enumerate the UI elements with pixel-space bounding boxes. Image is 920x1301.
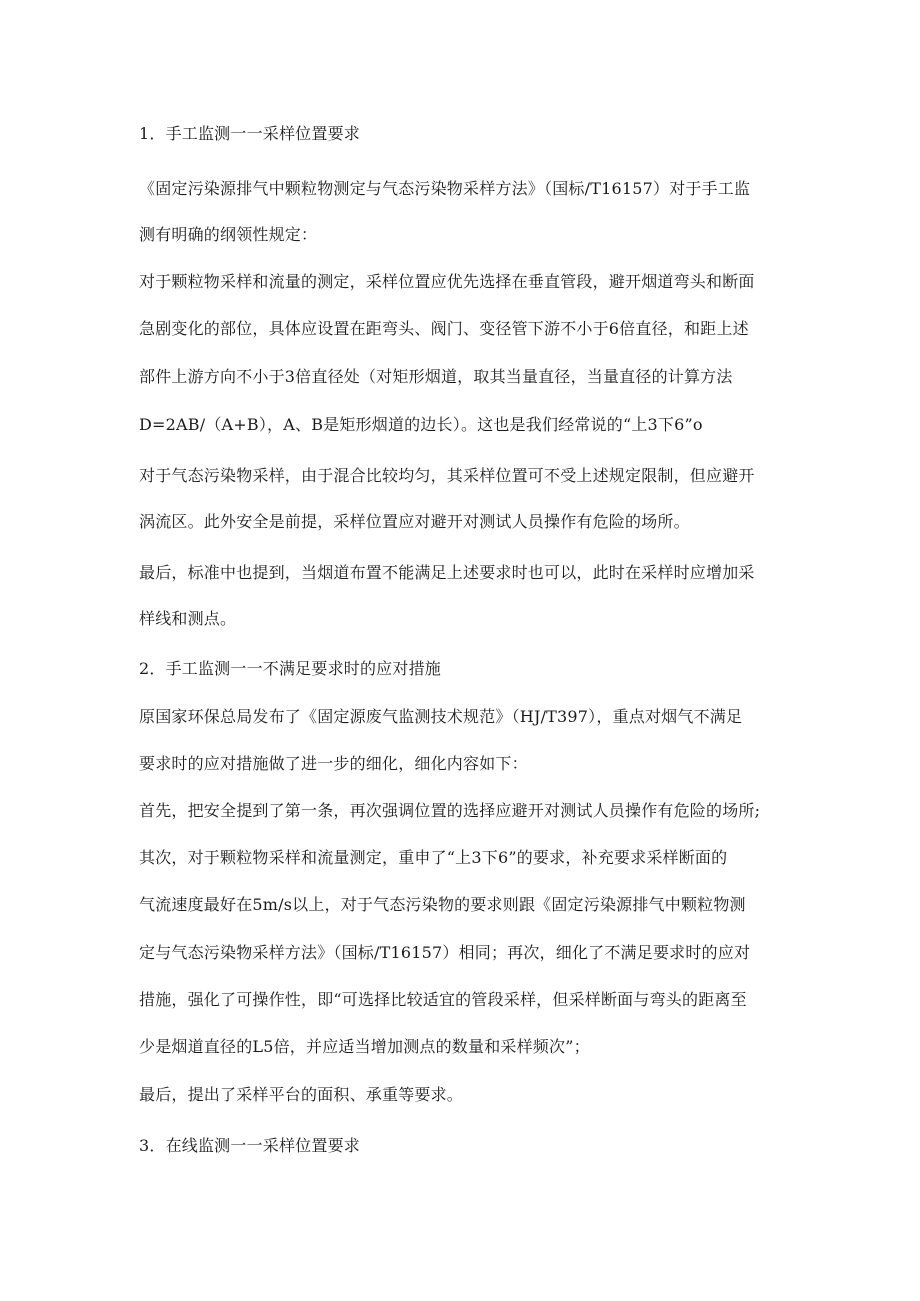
- paragraph-line: 最后，标准中也提到，当烟道布置不能满足上述要求时也可以，此时在采样时应增加采: [139, 563, 755, 582]
- paragraph-line: 首先，把安全提到了第一条，再次强调位置的选择应避开对测试人员操作有危险的场所;: [139, 801, 761, 820]
- paragraph-line: D=2AB/（A+B），A、B是矩形烟道的边长）。这也是我们经常说的“上3下6”o: [139, 415, 703, 434]
- heading-3: 3．在线监测一一采样位置要求: [139, 1136, 360, 1155]
- heading-1: 1．手工监测一一采样位置要求: [139, 124, 360, 143]
- paragraph-line: 最后，提出了采样平台的面积、承重等要求。: [139, 1085, 464, 1104]
- paragraph-line: 样线和测点。: [139, 609, 237, 628]
- paragraph-line: 要求时的应对措施做了进一步的细化，细化内容如下：: [139, 754, 528, 773]
- paragraph-line: 气流速度最好在5m/s以上，对于气态污染物的要求则跟《固定污染源排气中颗粒物测: [139, 895, 746, 914]
- paragraph-line: 部件上游方向不小于3倍直径处（对矩形烟道，取其当量直径，当量直径的计算方法: [139, 367, 733, 386]
- paragraph-line: 涡流区。此外安全是前提，采样位置应对避开对测试人员操作有危险的场所。: [139, 512, 690, 531]
- heading-2: 2．手工监测一一不满足要求时的应对措施: [139, 659, 441, 678]
- paragraph-line: 少是烟道直径的L5倍，并应适当增加测点的数量和采样频次”；: [139, 1037, 590, 1056]
- paragraph-line: 对于颗粒物采样和流量的测定，采样位置应优先选择在垂直管段，避开烟道弯头和断面: [139, 272, 755, 291]
- paragraph-line: 措施，强化了可操作性，即“可选择比较适宜的管段采样，但采样断面与弯头的距离至: [139, 990, 747, 1009]
- paragraph-line: 《固定污染源排气中颗粒物测定与气态污染物采样方法》（国标/T16157）对于手工监: [139, 179, 751, 198]
- paragraph-line: 测有明确的纲领性规定：: [139, 225, 318, 244]
- paragraph-line: 定与气态污染物采样方法》（国标/T16157）相同；再次，细化了不满足要求时的应对: [139, 943, 751, 962]
- paragraph-line: 对于气态污染物采样，由于混合比较均匀，其采样位置可不受上述规定限制，但应避开: [139, 466, 755, 485]
- paragraph-line: 其次，对于颗粒物采样和流量测定，重申了“上3下6”的要求，补充要求采样断面的: [139, 848, 728, 867]
- paragraph-line: 急剧变化的部位，具体应设置在距弯头、阀门、变径管下游不小于6倍直径，和距上述: [139, 319, 749, 338]
- paragraph-line: 原国家环保总局发布了《固定源废气监测技术规范》（HJ/T397），重点对烟气不满足: [139, 707, 743, 726]
